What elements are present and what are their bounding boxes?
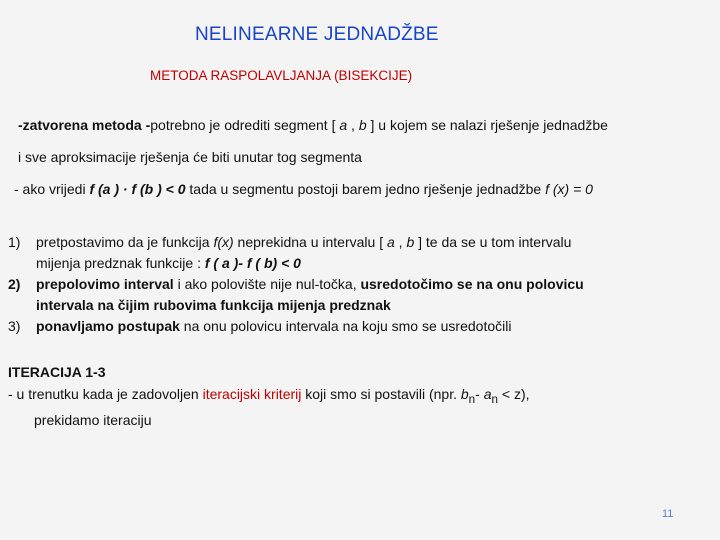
iter-line2: prekidamo iteraciju — [34, 411, 152, 428]
iteration-title: ITERACIJA 1-3 — [8, 364, 106, 380]
li2-bold1: prepolovimo interval — [36, 276, 174, 292]
li1-fx: f(x) — [213, 234, 234, 250]
p1-a: a — [339, 117, 348, 133]
list-item — [8, 274, 708, 316]
p3-equation: f (x) = 0 — [545, 181, 593, 197]
li1-line2: mijenja predznak funkcije : — [36, 255, 205, 271]
page-number: 11 — [662, 508, 674, 520]
iter-end: < z), — [498, 386, 530, 402]
iter-n1: n — [468, 392, 476, 406]
slide-subtitle: METODA RASPOLAVLJANJA (BISEKCIJE) — [150, 68, 413, 83]
steps-list — [8, 232, 708, 337]
iter-start: - u trenutku kada je zadovoljen — [8, 386, 203, 402]
p1-sep: , — [347, 117, 359, 133]
p3-middle: tada u segmentu postoji barem jedno rješenje jednadžbe — [185, 181, 546, 197]
li2-text1: i ako polovište nije nul-točka, — [173, 276, 361, 292]
p1-text: potrebno je odrediti segment [ — [150, 117, 340, 133]
p1-b: b — [358, 117, 367, 133]
li3-text1: na onu polovicu intervala na koju smo se usredotočili — [179, 318, 512, 334]
list-number: 2) — [8, 276, 21, 292]
iter-criterion: iteracijski kriterij — [202, 386, 302, 402]
iter-b: b — [460, 386, 469, 402]
li1-text2: neprekidna u intervalu [ — [233, 234, 387, 250]
li1-text3: ] te da se u tom intervalu — [414, 234, 572, 250]
li1-a: a — [386, 234, 395, 250]
iter-minus: - — [475, 386, 484, 402]
paragraph-approximations: i sve aproksimacije rješenja će biti unutar tog segmenta — [18, 149, 362, 165]
list-number: 1) — [8, 234, 21, 250]
li3-bold1: ponavljamo postupak — [36, 318, 180, 334]
paragraph-closed-method — [18, 116, 608, 134]
li1-cond: f ( a )- f ( b) < 0 — [204, 255, 301, 271]
list-item — [8, 316, 708, 337]
li1-text1: pretpostavimo da je funkcija — [36, 234, 214, 250]
closed-method-label: -zatvorena metoda - — [18, 117, 151, 133]
li2-bold2: usredotočimo se na onu polovicu — [360, 276, 584, 292]
p3-condition: f (a ) · f (b ) < 0 — [89, 181, 186, 197]
list-number: 3) — [8, 318, 21, 334]
slide-title: NELINEARNE JEDNADŽBE — [195, 24, 439, 45]
iter-n2: n — [491, 392, 498, 406]
li1-sep: , — [394, 234, 407, 250]
li2-line2: intervala na čijim rubovima funkcija mijenja predznak — [36, 297, 391, 313]
iter-a: a — [483, 386, 492, 402]
paragraph-condition — [14, 180, 593, 198]
li1-b: b — [406, 234, 415, 250]
p1-rest: ] u kojem se nalazi rješenje jednadžbe — [366, 117, 608, 133]
iter-middle: koji smo si postavili (npr. — [301, 386, 461, 402]
list-item — [8, 232, 708, 274]
p3-start: - ako vrijedi — [14, 181, 90, 197]
iteration-text — [8, 384, 708, 431]
